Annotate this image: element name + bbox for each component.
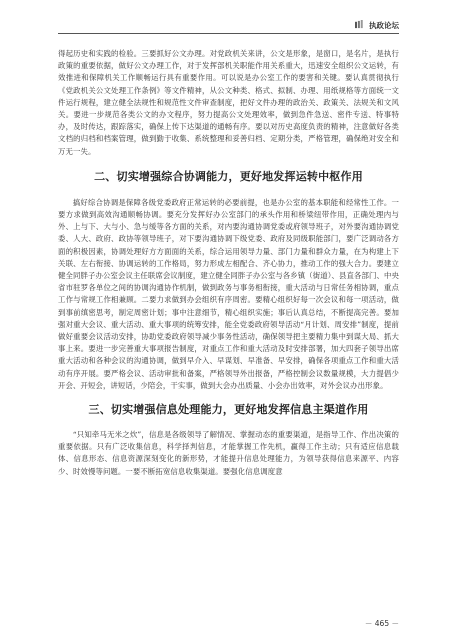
body-paragraph: “只知牵马无米之炊”，信息是各级领导了解情况、掌握动态的重要渠道，是指导工作、作出决策的重要依据。只有广泛收集信息，科学择判信息，才能掌握工作先机，赢得工作主动；只有适应信息载体、信息形态、信息资源深刻变化的新形势，才能提升信息处理能力，为领导获得信息来源平、内容少、时效慢等问题。一要不断拓宽信息收集渠道。要强化信息调度意 [58,430,399,476]
body-paragraph: 搞好综合协调是保障各级党委政府正常运转的必要前提，也是办公室的基本职能和经常性工作。一要方求做到高效沟通顺畅协调。要充分发挥好办公室部门的承头作用和桥梁纽带作用，正确处理内与外、上与下、大与小、急与缓等各方面的关系，对内要沟通协调党委或府领导班子，对外要沟通协调党委、人大、政府、政协等领导班子，对下要沟通协调下级党委、政府及同级职能部门，要广泛调动各方面的积极因素，协调处理好方方面面的关系，综合运用领导力量、部门力量和群众力量，在为构建上下关联、左右衔接、协调运转的工作格局，努力形成左相配合、齐心协力，推动工作的强大合力。要建立健全同胖子办公室会议主任联席会议制度，建立健全同胖子办公室与各乡镇（街道）、县直各部门、中央省市驻罗各单位之间的协调沟通协作机制，做到政务与事务相衔接，重大活动与日常任务相协调，重点工作与常规工作相兼顾。二要力求做到办会组织有序周密。要精心组织好每一次会议和每一项活动，做到事前缜密思考，制定周密计划；事中注意细节，精心组织实施；事后认真总结，不断提高完善。要加强对重大会议、重大活动、重大事项的统筹安排，能全党委政府领导活动“月计划、周安排”制度，提前做好重要会议活动安排，协助党委政府领导减少事务性活动，确保领导把主要精力集中到谋大局、抓大事上来。要进一步完善重大事项报告制度，对重点工作和重大活动及时安排部署，加大四套子领导出席重大活动和各种会议的沟通协调，做到早介入、早谋划、早准备、早安排，确保各项重点工作和重大活动有序开展。要严格会议、活动审批和备案，严格领导外出报备，严格控制会议数量规模，大力提倡少开会、开短会，讲短话，少陪会，干实事，做到大会办出质量、小会办出效率，对外会议办出形象。 [58,197,399,390]
section-marker-icon [355,20,364,29]
section-tag [369,20,399,31]
section-tag-label: 执政论坛 [369,21,399,30]
header-rule [58,33,399,34]
section-heading: 二、切实增强综合协调能力，更好地发挥运转中枢作用 [94,169,363,183]
section-heading: 三、切实增强信息处理能力，更好地发挥信息主渠道作用 [88,403,369,417]
body-paragraph: 得起历史和实践的检验。三要抓好公文办理。对党政机关来讲，公文是形象，是窗口，是名片，是执行政策的重要依据，做好公文办理工作，对于发挥部机关职能作用关系重大，迅速安全组织公文运转，有效推进和保障机关工作顺畅运行具有重要作用。可以说是办公室工作的要害和关键。要认真贯彻执行《党政机关公文处理工作条例》等文件精神，从公文种类、格式、拟制、办理、用纸规格等方面统一文件运行规程，建立健全法规性和规范性文件审查制度，把好文件办理的政治关、政策关、法规关和文风关。要进一步规范各类公文的办文程序，努力提高公文处理效率，做到急件急送、密件专送、特事特办，及时传达，跟踪落实，确保上传下达渠道的通畅有序。要以对历史高度负责的精神，注意做好各类文档的归档和档案管理，做到勤于收集、系统整理和妥善归档、定期分类，严格管理，确保绝对安全和万无一失。 [58,49,399,156]
article-body [58,48,399,478]
page-number: － 465 － [364,619,399,628]
